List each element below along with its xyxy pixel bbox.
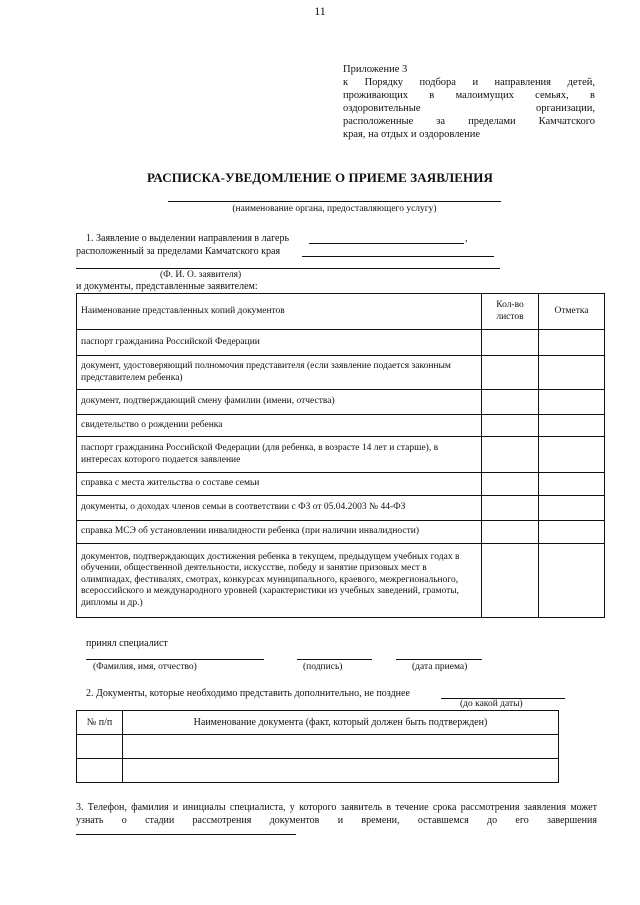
doc-name-cell: справка с места жительства о составе семьи: [77, 473, 482, 496]
date-caption: (дата приема): [412, 662, 468, 672]
doc-name-cell: паспорт гражданина Российской Федерации (для ребенка, в возрасте 14 лет и старше), в интересах которого подается заявление: [77, 437, 482, 473]
fio-caption: (Ф. И. О. заявителя): [160, 270, 242, 280]
header-sheet-count: Кол-во листов: [482, 294, 539, 330]
documents-table: [76, 293, 605, 618]
name-caption: (Фамилия, имя, отчество): [93, 662, 197, 672]
appendix-line: края, на отдых и оздоровление: [343, 129, 480, 140]
table-row: [77, 735, 559, 759]
sheet-count-cell[interactable]: [482, 330, 539, 356]
appendix-line: оздоровительные организации,: [343, 103, 595, 114]
document-title: РАСПИСКА-УВЕДОМЛЕНИЕ О ПРИЕМЕ ЗАЯВЛЕНИЯ: [147, 170, 493, 185]
appendix-line: расположенные за пределами Камчатского: [343, 116, 595, 127]
doc-title-cell[interactable]: [123, 759, 559, 783]
header-mark: Отметка: [539, 294, 605, 330]
table-row: [77, 759, 559, 783]
table-row: [77, 330, 605, 356]
header-doc-name: Наименование представленных копий документов: [77, 294, 482, 330]
fio-field[interactable]: [76, 268, 500, 269]
sheet-count-cell[interactable]: [482, 415, 539, 437]
header-number: № п/п: [77, 711, 123, 735]
appendix-line: к Порядку подбора и направления детей,: [343, 77, 595, 88]
authority-line[interactable]: [168, 201, 501, 202]
sheet-count-cell[interactable]: [482, 544, 539, 618]
table-header-row: [77, 711, 559, 735]
para2-text: 2. Документы, которые необходимо представить дополнительно, не позднее: [86, 688, 410, 699]
table-row: [77, 473, 605, 496]
doc-name-cell: документ, удостоверяющий полномочия представителя (если заявление подается законным представителем ребенка): [77, 356, 482, 390]
doc-title-cell[interactable]: [123, 735, 559, 759]
table-row: [77, 437, 605, 473]
header-doc-title: Наименование документа (факт, который должен быть подтвержден): [123, 711, 559, 735]
specialist-contact-field[interactable]: [76, 834, 296, 835]
table-header-row: [77, 294, 605, 330]
mark-cell[interactable]: [539, 356, 605, 390]
camp-field[interactable]: [309, 243, 464, 244]
sheet-count-cell[interactable]: [482, 356, 539, 390]
para1-line1: 1. Заявление о выделении направления в лагерь: [86, 233, 290, 244]
additional-docs-table: [76, 710, 559, 783]
appendix-block: [343, 63, 595, 141]
sheet-count-cell[interactable]: [482, 521, 539, 544]
para1-line2: расположенный за пределами Камчатского края: [76, 246, 281, 257]
sheet-count-cell[interactable]: [482, 437, 539, 473]
doc-name-cell: документов, подтверждающих достижения ребенка в текущем, предыдущем учебных годах в обучении, общественной деятельности, искусстве, победу и занятие призовых мест в олимпиадах, фестивалях, смотрах, конкурсах муниципального, краевого, межрегионального, всероссийского и международного уровней (характеристики из учебных заведений, грамоты, дипломы и др.): [77, 544, 482, 618]
signature-caption: (подпись): [303, 662, 343, 672]
doc-name-cell: справка МСЭ об установлении инвалидности ребенка (при наличии инвалидности): [77, 521, 482, 544]
comma: ,: [465, 233, 468, 244]
mark-cell[interactable]: [539, 415, 605, 437]
sheet-count-cell[interactable]: [482, 496, 539, 521]
table-row: [77, 415, 605, 437]
table-row: [77, 390, 605, 415]
authority-caption: (наименование органа, предоставляющего услугу): [232, 204, 437, 214]
mark-cell[interactable]: [539, 496, 605, 521]
docs-intro: и документы, представленные заявителем:: [76, 281, 258, 292]
region-field[interactable]: [302, 256, 494, 257]
deadline-caption: (до какой даты): [460, 699, 523, 709]
mark-cell[interactable]: [539, 544, 605, 618]
mark-cell[interactable]: [539, 390, 605, 415]
mark-cell[interactable]: [539, 330, 605, 356]
table-row: [77, 544, 605, 618]
para3-text: 3. Телефон, фамилия и инициалы специалиста, у которого заявитель в течение срока рассмотрения заявления может узнать о стадии рассмотрения документов и времени, оставшемся до его завершения: [76, 802, 597, 826]
sheet-count-cell[interactable]: [482, 390, 539, 415]
mark-cell[interactable]: [539, 437, 605, 473]
doc-name-cell: паспорт гражданина Российской Федерации: [77, 330, 482, 356]
specialist-name-field[interactable]: [86, 659, 264, 660]
mark-cell[interactable]: [539, 521, 605, 544]
mark-cell[interactable]: [539, 473, 605, 496]
doc-name-cell: свидетельство о рождении ребенка: [77, 415, 482, 437]
table-row: [77, 356, 605, 390]
sheet-count-cell[interactable]: [482, 473, 539, 496]
doc-name-cell: документы, о доходах членов семьи в соответствии с ФЗ от 05.04.2003 № 44-ФЗ: [77, 496, 482, 521]
date-field[interactable]: [396, 659, 482, 660]
number-cell[interactable]: [77, 759, 123, 783]
signature-field[interactable]: [297, 659, 372, 660]
page-number: 11: [314, 4, 326, 18]
appendix-line: Приложение 3: [343, 64, 408, 75]
number-cell[interactable]: [77, 735, 123, 759]
table-row: [77, 521, 605, 544]
received-label: принял специалист: [86, 638, 168, 649]
appendix-line: проживающих в малоимущих семьях, в: [343, 90, 595, 101]
table-row: [77, 496, 605, 521]
doc-name-cell: документ, подтверждающий смену фамилии (имени, отчества): [77, 390, 482, 415]
